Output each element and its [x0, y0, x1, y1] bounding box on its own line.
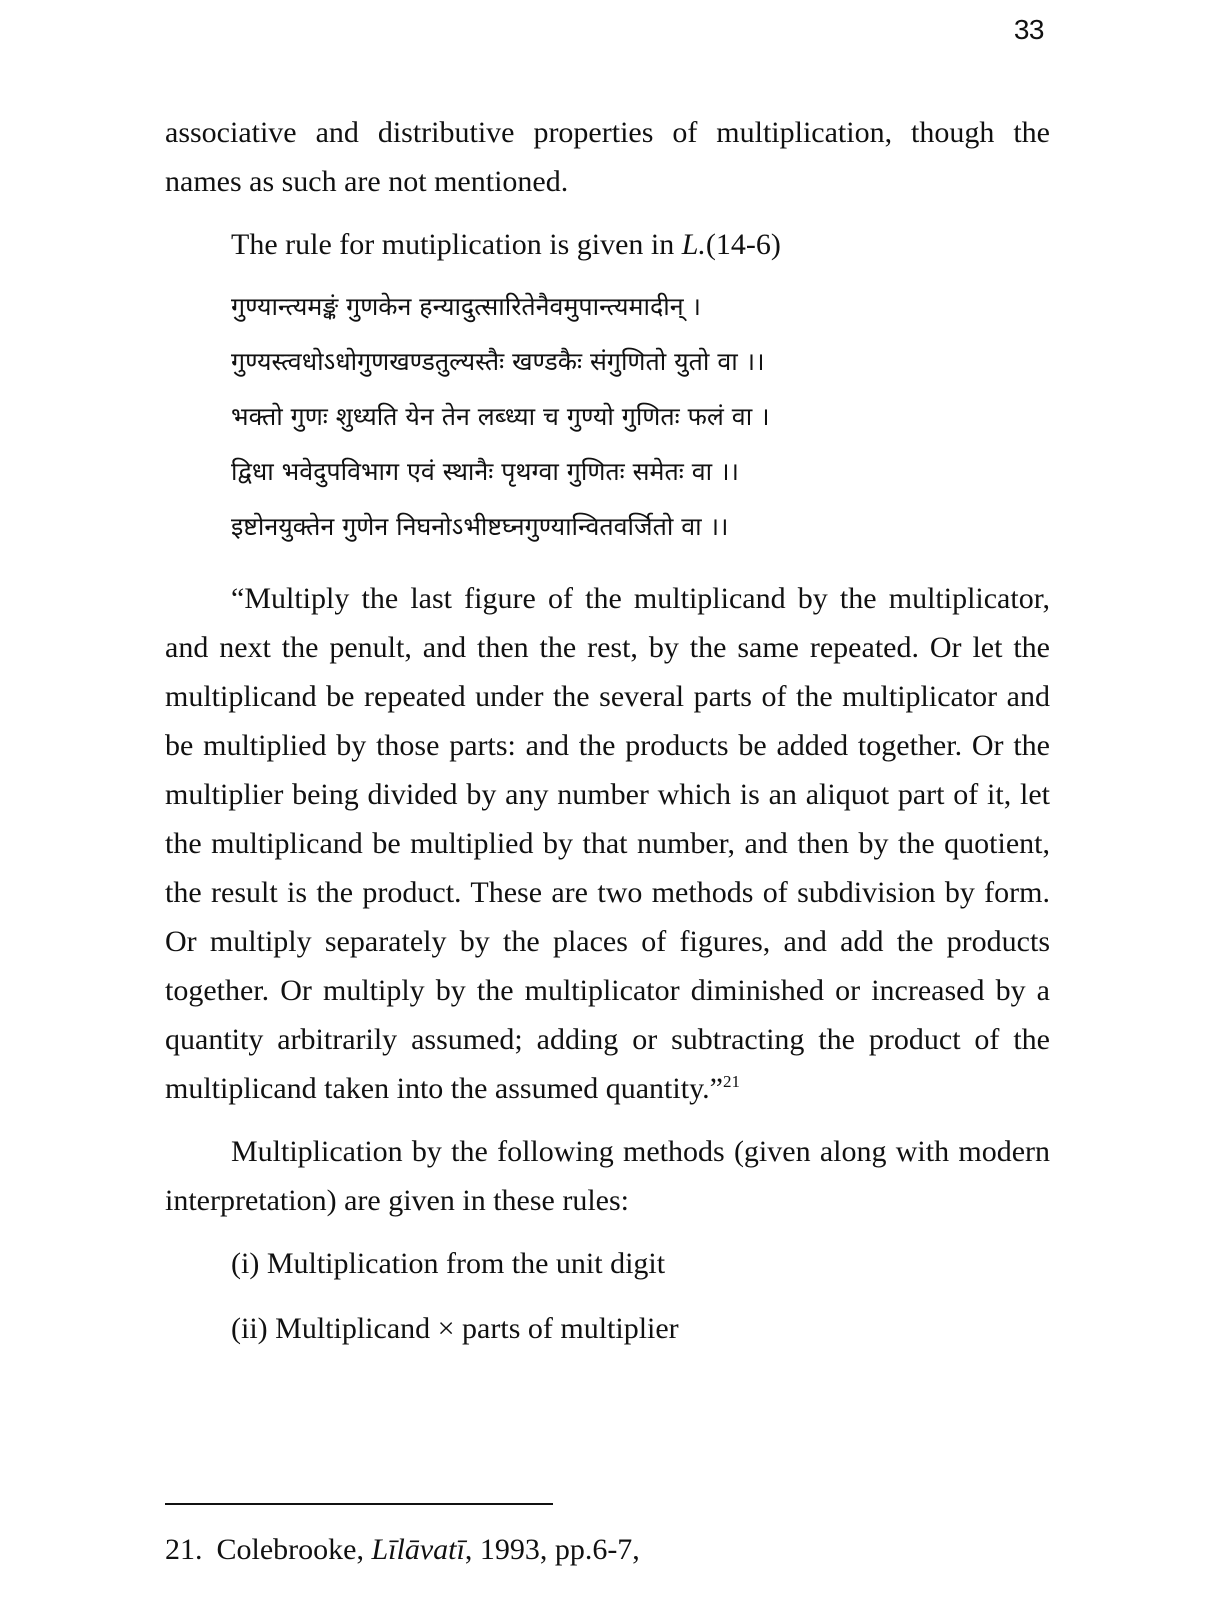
- footnote-title: Līlāvatī: [371, 1533, 465, 1566]
- verse-line: गुण्यान्त्यमङ्कं गुणकेन हन्यादुत्सारितेनैवमुपान्त्यमादीन् ।: [231, 292, 702, 321]
- footnote: [165, 1530, 640, 1570]
- footnote-number: 21.: [165, 1533, 203, 1566]
- continuation-paragraph: associative and distributive properties of multiplication, though the names as such are not mentioned.: [165, 116, 1050, 198]
- method-list-item: (ii) Multiplicand × parts of multiplier: [231, 1312, 679, 1345]
- footnote-details: , 1993, pp.6-7,: [464, 1533, 640, 1566]
- translation-quote-paragraph: [165, 574, 1050, 1113]
- footnote-divider: [165, 1503, 553, 1505]
- footnote-author: Colebrooke,: [216, 1533, 372, 1566]
- page-body: [165, 108, 1050, 1353]
- translation-quote-text: “Multiply the last figure of the multiplicand by the multiplicator, and next the penult, and then the rest, by the same repeated. Or let the multiplicand be repeated under the several parts of the multiplicator and be multiplied by those parts: and the products be added together. Or the multiplier being divided by any number which is an aliquot part of it, let the multiplicand be multiplied by that number, and then by the quotient, the result is the product. These are two methods of subdivision by form. Or multiply separately by the places of figures, and add the products together. Or multiply by the multiplicator diminished or increased by a quantity arbitrarily assumed; adding or subtracting the product of the multiplicand taken into the assumed quantity.”: [165, 582, 1050, 1105]
- method-list-item: (i) Multiplication from the unit digit: [231, 1247, 666, 1280]
- footnote-reference: 21: [722, 1072, 740, 1091]
- rule-intro-line: [165, 220, 1050, 269]
- rule-reference-number: (14-6): [705, 228, 781, 261]
- verse-line: भक्तो गुणः शुध्यति येन तेन लब्ध्या च गुण्यो गुणितः फलं वा ।: [231, 402, 770, 431]
- rule-reference-abbrev: L.: [681, 228, 706, 261]
- verse-line: गुण्यस्त्वधोऽधोगुणखण्डतुल्यस्तैः खण्डकैः संगुणितो युतो वा ।।: [231, 347, 765, 376]
- page-number: 33: [1013, 14, 1044, 45]
- verse-line: द्विधा भवेदुपविभाग एवं स्थानैः पृथग्वा गुणितः समेतः वा ।।: [231, 457, 740, 486]
- rule-intro-text: The rule for mutiplication is given in: [231, 228, 682, 261]
- sanskrit-verse: [165, 279, 1050, 554]
- verse-line: इष्टोनयुक्तेन गुणेन निघनोऽभीष्टघ्नगुण्यान्वितवर्जितो वा ।।: [231, 512, 729, 541]
- methods-intro-paragraph: Multiplication by the following methods (given along with modern interpretation) are given in these rules:: [165, 1135, 1050, 1217]
